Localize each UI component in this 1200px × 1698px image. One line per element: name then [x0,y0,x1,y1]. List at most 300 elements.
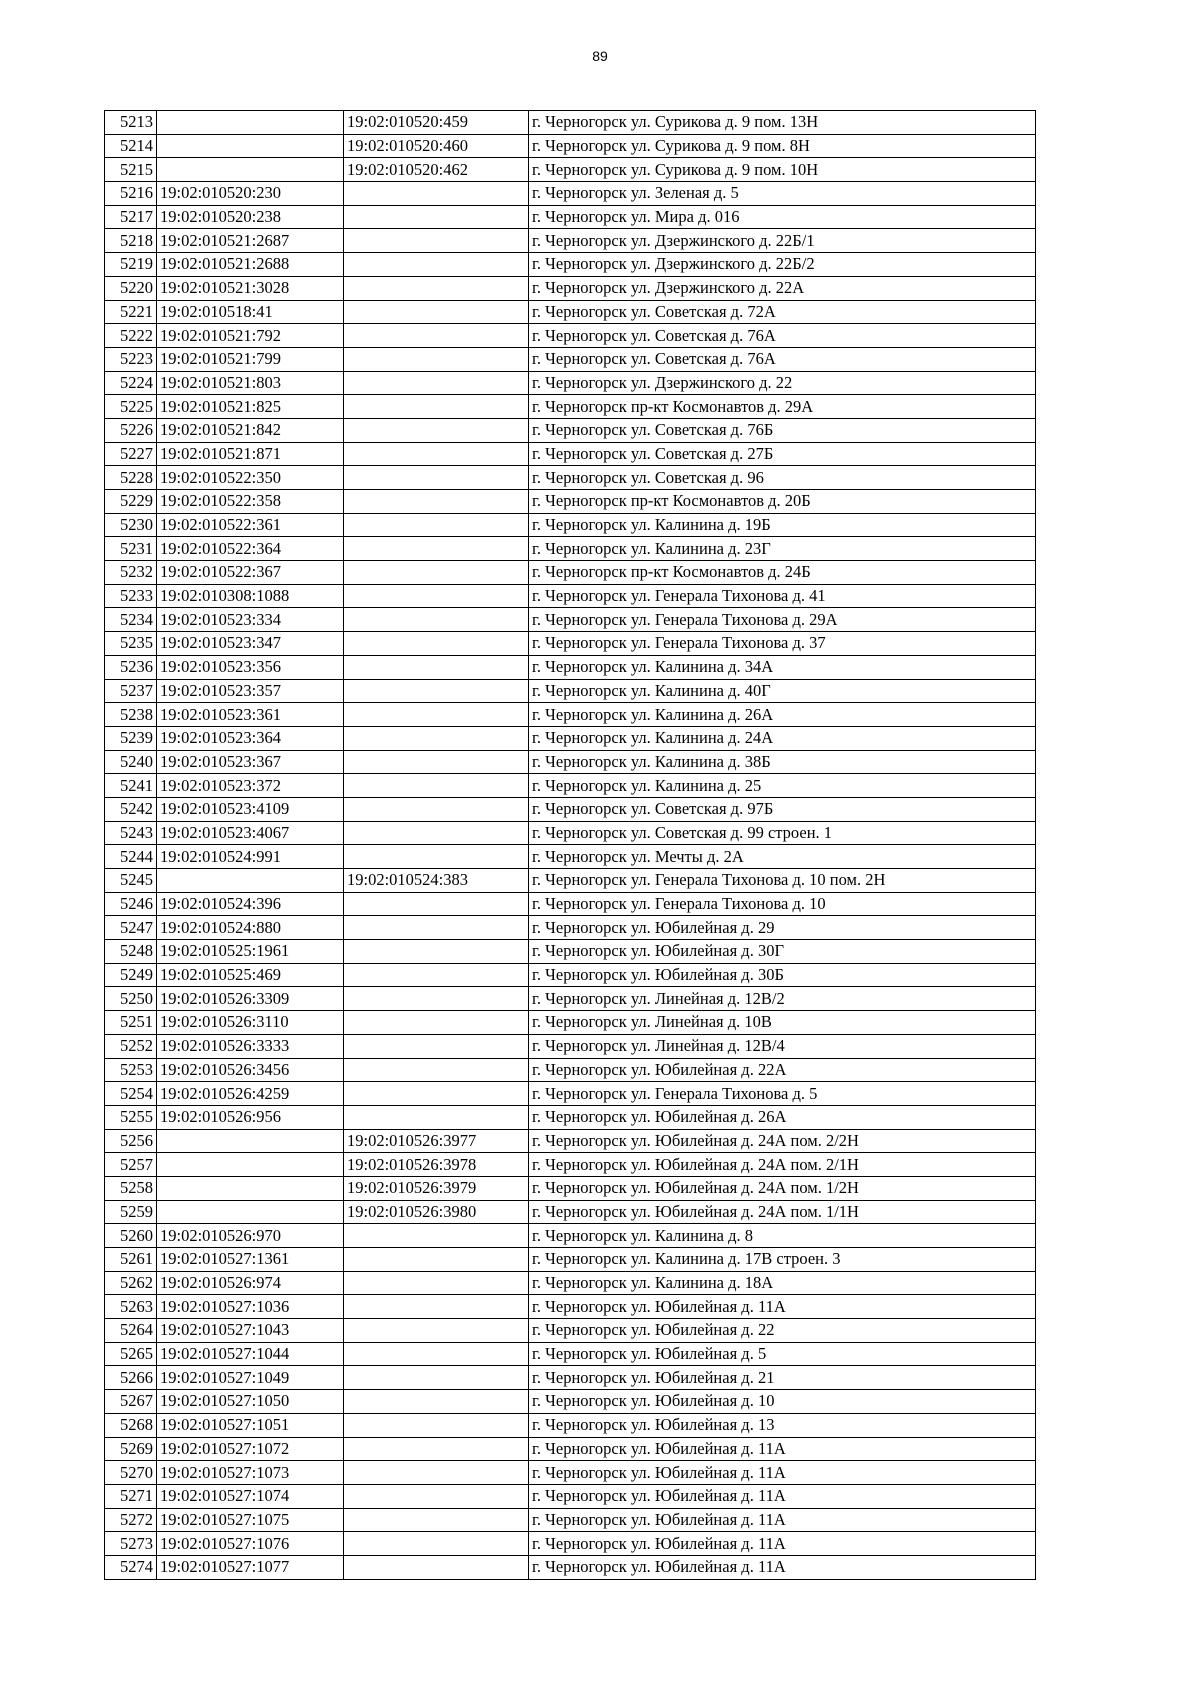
table-row [105,1034,1036,1058]
building-cadastral-cell [344,916,529,940]
building-cadastral-cell [344,1271,529,1295]
table-row [105,418,1036,442]
row-number-cell: 5259 [105,1200,157,1224]
address-cell: г. Черногорск ул. Калинина д. 34А [529,655,1036,679]
row-number-cell: 5245 [105,869,157,893]
row-number-cell: 5229 [105,490,157,514]
building-cadastral-cell [344,963,529,987]
row-number-cell: 5241 [105,774,157,798]
building-cadastral-cell [344,1390,529,1414]
row-number-cell: 5255 [105,1105,157,1129]
building-cadastral-cell: 19:02:010526:3980 [344,1200,529,1224]
address-cell: г. Черногорск ул. Дзержинского д. 22 [529,371,1036,395]
table-row [105,1366,1036,1390]
land-cadastral-cell: 19:02:010523:334 [157,608,344,632]
building-cadastral-cell: 19:02:010520:460 [344,134,529,158]
land-cadastral-cell [157,1153,344,1177]
building-cadastral-cell: 19:02:010526:3977 [344,1129,529,1153]
address-cell: г. Черногорск ул. Советская д. 27Б [529,442,1036,466]
building-cadastral-cell [344,205,529,229]
row-number-cell: 5213 [105,111,157,135]
land-cadastral-cell: 19:02:010527:1076 [157,1532,344,1556]
building-cadastral-cell [344,750,529,774]
row-number-cell: 5235 [105,632,157,656]
row-number-cell: 5236 [105,655,157,679]
land-cadastral-cell: 19:02:010526:3309 [157,987,344,1011]
table-row [105,1342,1036,1366]
building-cadastral-cell: 19:02:010520:459 [344,111,529,135]
table-row [105,513,1036,537]
address-cell: г. Черногорск ул. Юбилейная д. 22 [529,1319,1036,1343]
row-number-cell: 5258 [105,1176,157,1200]
building-cadastral-cell [344,537,529,561]
address-cell: г. Черногорск ул. Юбилейная д. 10 [529,1390,1036,1414]
row-number-cell: 5220 [105,276,157,300]
address-cell: г. Черногорск ул. Юбилейная д. 11А [529,1437,1036,1461]
table-row [105,584,1036,608]
row-number-cell: 5237 [105,679,157,703]
table-row [105,490,1036,514]
address-cell: г. Черногорск пр-кт Космонавтов д. 20Б [529,490,1036,514]
land-cadastral-cell: 19:02:010522:350 [157,466,344,490]
building-cadastral-cell [344,371,529,395]
building-cadastral-cell [344,940,529,964]
land-cadastral-cell: 19:02:010527:1073 [157,1461,344,1485]
row-number-cell: 5267 [105,1390,157,1414]
row-number-cell: 5247 [105,916,157,940]
land-cadastral-cell [157,869,344,893]
table-row [105,1319,1036,1343]
building-cadastral-cell [344,442,529,466]
table-row [105,561,1036,585]
table-row [105,869,1036,893]
land-cadastral-cell: 19:02:010527:1049 [157,1366,344,1390]
table-row [105,963,1036,987]
building-cadastral-cell [344,892,529,916]
land-cadastral-cell [157,111,344,135]
building-cadastral-cell [344,1461,529,1485]
address-cell: г. Черногорск ул. Калинина д. 23Г [529,537,1036,561]
address-cell: г. Черногорск ул. Сурикова д. 9 пом. 8Н [529,134,1036,158]
row-number-cell: 5234 [105,608,157,632]
building-cadastral-cell [344,655,529,679]
building-cadastral-cell [344,821,529,845]
row-number-cell: 5257 [105,1153,157,1177]
land-cadastral-cell: 19:02:010520:238 [157,205,344,229]
land-cadastral-cell: 19:02:010521:3028 [157,276,344,300]
address-cell: г. Черногорск ул. Сурикова д. 9 пом. 13Н [529,111,1036,135]
land-cadastral-cell: 19:02:010526:956 [157,1105,344,1129]
address-cell: г. Черногорск ул. Юбилейная д. 11А [529,1461,1036,1485]
building-cadastral-cell [344,1366,529,1390]
table-row [105,229,1036,253]
land-cadastral-cell: 19:02:010527:1043 [157,1319,344,1343]
row-number-cell: 5251 [105,1011,157,1035]
table-row [105,442,1036,466]
building-cadastral-cell [344,347,529,371]
address-cell: г. Черногорск ул. Генерала Тихонова д. 41 [529,584,1036,608]
land-cadastral-cell: 19:02:010527:1036 [157,1295,344,1319]
table-row [105,726,1036,750]
building-cadastral-cell [344,395,529,419]
address-cell: г. Черногорск ул. Зеленая д. 5 [529,182,1036,206]
table-row [105,892,1036,916]
row-number-cell: 5219 [105,253,157,277]
land-cadastral-cell: 19:02:010526:974 [157,1271,344,1295]
table-row [105,537,1036,561]
land-cadastral-cell: 19:02:010523:356 [157,655,344,679]
table-row [105,1129,1036,1153]
address-cell: г. Черногорск ул. Калинина д. 19Б [529,513,1036,537]
land-cadastral-cell: 19:02:010525:469 [157,963,344,987]
table-row [105,1271,1036,1295]
building-cadastral-cell [344,1082,529,1106]
building-cadastral-cell [344,490,529,514]
address-cell: г. Черногорск ул. Калинина д. 8 [529,1224,1036,1248]
row-number-cell: 5224 [105,371,157,395]
address-cell: г. Черногорск ул. Юбилейная д. 11А [529,1555,1036,1579]
land-cadastral-cell: 19:02:010522:364 [157,537,344,561]
address-cell: г. Черногорск ул. Юбилейная д. 21 [529,1366,1036,1390]
table-row [105,371,1036,395]
table-row [105,1153,1036,1177]
land-cadastral-cell: 19:02:010522:358 [157,490,344,514]
row-number-cell: 5271 [105,1484,157,1508]
building-cadastral-cell [344,229,529,253]
land-cadastral-cell: 19:02:010523:4067 [157,821,344,845]
building-cadastral-cell [344,1413,529,1437]
building-cadastral-cell [344,1319,529,1343]
table-row [105,1200,1036,1224]
address-cell: г. Черногорск пр-кт Космонавтов д. 29А [529,395,1036,419]
address-cell: г. Черногорск ул. Линейная д. 12В/4 [529,1034,1036,1058]
land-cadastral-cell: 19:02:010526:3456 [157,1058,344,1082]
building-cadastral-cell [344,182,529,206]
land-cadastral-cell: 19:02:010522:361 [157,513,344,537]
row-number-cell: 5249 [105,963,157,987]
table-row [105,797,1036,821]
row-number-cell: 5264 [105,1319,157,1343]
land-cadastral-cell: 19:02:010523:367 [157,750,344,774]
building-cadastral-cell [344,774,529,798]
land-cadastral-cell: 19:02:010527:1044 [157,1342,344,1366]
land-cadastral-cell: 19:02:010527:1077 [157,1555,344,1579]
land-cadastral-cell: 19:02:010523:361 [157,703,344,727]
table-row [105,1105,1036,1129]
building-cadastral-cell [344,418,529,442]
land-cadastral-cell: 19:02:010526:4259 [157,1082,344,1106]
address-cell: г. Черногорск ул. Юбилейная д. 13 [529,1413,1036,1437]
address-cell: г. Черногорск ул. Юбилейная д. 30Г [529,940,1036,964]
table-row [105,205,1036,229]
land-cadastral-cell: 19:02:010523:4109 [157,797,344,821]
building-cadastral-cell [344,1437,529,1461]
table-row [105,1532,1036,1556]
land-cadastral-cell: 19:02:010523:372 [157,774,344,798]
building-cadastral-cell [344,608,529,632]
row-number-cell: 5273 [105,1532,157,1556]
address-cell: г. Черногорск ул. Советская д. 99 строен. 1 [529,821,1036,845]
row-number-cell: 5260 [105,1224,157,1248]
address-cell: г. Черногорск ул. Линейная д. 10В [529,1011,1036,1035]
table-row [105,1248,1036,1272]
address-cell: г. Черногорск ул. Юбилейная д. 24А пом. 2/1Н [529,1153,1036,1177]
row-number-cell: 5261 [105,1248,157,1272]
building-cadastral-cell [344,632,529,656]
table-row [105,1390,1036,1414]
address-cell: г. Черногорск ул. Советская д. 76А [529,347,1036,371]
land-cadastral-cell: 19:02:010521:871 [157,442,344,466]
table-row [105,703,1036,727]
address-cell: г. Черногорск ул. Советская д. 76Б [529,418,1036,442]
row-number-cell: 5246 [105,892,157,916]
address-cell: г. Черногорск ул. Юбилейная д. 22А [529,1058,1036,1082]
address-cell: г. Черногорск ул. Юбилейная д. 24А пом. 1/2Н [529,1176,1036,1200]
address-cell: г. Черногорск ул. Юбилейная д. 24А пом. 1/1Н [529,1200,1036,1224]
building-cadastral-cell: 19:02:010520:462 [344,158,529,182]
table-row [105,1011,1036,1035]
address-cell: г. Черногорск ул. Юбилейная д. 11А [529,1295,1036,1319]
table-row [105,1437,1036,1461]
row-number-cell: 5222 [105,324,157,348]
building-cadastral-cell [344,300,529,324]
land-cadastral-cell: 19:02:010308:1088 [157,584,344,608]
address-cell: г. Черногорск ул. Советская д. 96 [529,466,1036,490]
land-cadastral-cell: 19:02:010521:2688 [157,253,344,277]
building-cadastral-cell [344,253,529,277]
land-cadastral-cell: 19:02:010527:1072 [157,1437,344,1461]
row-number-cell: 5228 [105,466,157,490]
address-cell: г. Черногорск ул. Калинина д. 40Г [529,679,1036,703]
row-number-cell: 5262 [105,1271,157,1295]
address-cell: г. Черногорск ул. Юбилейная д. 29 [529,916,1036,940]
table-row [105,608,1036,632]
table-row [105,632,1036,656]
table-row [105,466,1036,490]
land-cadastral-cell: 19:02:010526:3110 [157,1011,344,1035]
address-cell: г. Черногорск ул. Мечты д. 2А [529,845,1036,869]
land-cadastral-cell: 19:02:010521:803 [157,371,344,395]
address-cell: г. Черногорск ул. Юбилейная д. 5 [529,1342,1036,1366]
row-number-cell: 5268 [105,1413,157,1437]
land-cadastral-cell: 19:02:010521:842 [157,418,344,442]
table-row [105,916,1036,940]
table-row [105,111,1036,135]
row-number-cell: 5238 [105,703,157,727]
land-cadastral-cell [157,134,344,158]
building-cadastral-cell [344,679,529,703]
row-number-cell: 5243 [105,821,157,845]
row-number-cell: 5214 [105,134,157,158]
table-row [105,1176,1036,1200]
address-cell: г. Черногорск ул. Дзержинского д. 22Б/2 [529,253,1036,277]
address-cell: г. Черногорск ул. Калинина д. 25 [529,774,1036,798]
row-number-cell: 5233 [105,584,157,608]
table-row [105,1295,1036,1319]
table-row [105,1058,1036,1082]
building-cadastral-cell [344,1105,529,1129]
address-cell: г. Черногорск ул. Юбилейная д. 11А [529,1484,1036,1508]
row-number-cell: 5269 [105,1437,157,1461]
table-row [105,821,1036,845]
row-number-cell: 5263 [105,1295,157,1319]
building-cadastral-cell [344,1011,529,1035]
address-cell: г. Черногорск ул. Генерала Тихонова д. 10 пом. 2Н [529,869,1036,893]
row-number-cell: 5227 [105,442,157,466]
building-cadastral-cell [344,561,529,585]
address-cell: г. Черногорск ул. Юбилейная д. 30Б [529,963,1036,987]
land-cadastral-cell: 19:02:010526:3333 [157,1034,344,1058]
row-number-cell: 5216 [105,182,157,206]
table-row [105,1082,1036,1106]
address-cell: г. Черногорск ул. Юбилейная д. 26А [529,1105,1036,1129]
address-cell: г. Черногорск ул. Дзержинского д. 22Б/1 [529,229,1036,253]
building-cadastral-cell [344,1034,529,1058]
address-cell: г. Черногорск ул. Сурикова д. 9 пом. 10Н [529,158,1036,182]
land-cadastral-cell: 19:02:010525:1961 [157,940,344,964]
row-number-cell: 5223 [105,347,157,371]
table-row [105,940,1036,964]
address-cell: г. Черногорск ул. Дзержинского д. 22А [529,276,1036,300]
land-cadastral-cell [157,158,344,182]
building-cadastral-cell [344,845,529,869]
table-row [105,395,1036,419]
address-cell: г. Черногорск ул. Юбилейная д. 11А [529,1508,1036,1532]
building-cadastral-cell [344,1484,529,1508]
land-cadastral-cell [157,1129,344,1153]
row-number-cell: 5239 [105,726,157,750]
row-number-cell: 5266 [105,1366,157,1390]
land-cadastral-cell: 19:02:010523:364 [157,726,344,750]
table-row [105,1413,1036,1437]
land-cadastral-cell: 19:02:010524:991 [157,845,344,869]
address-cell: г. Черногорск ул. Калинина д. 24А [529,726,1036,750]
address-cell: г. Черногорск ул. Генерала Тихонова д. 37 [529,632,1036,656]
building-cadastral-cell: 19:02:010526:3978 [344,1153,529,1177]
row-number-cell: 5240 [105,750,157,774]
land-cadastral-cell: 19:02:010527:1051 [157,1413,344,1437]
address-cell: г. Черногорск ул. Линейная д. 12В/2 [529,987,1036,1011]
table-row [105,158,1036,182]
table-row [105,1461,1036,1485]
row-number-cell: 5274 [105,1555,157,1579]
table-row [105,276,1036,300]
row-number-cell: 5248 [105,940,157,964]
row-number-cell: 5221 [105,300,157,324]
land-cadastral-cell: 19:02:010523:347 [157,632,344,656]
row-number-cell: 5244 [105,845,157,869]
registry-table-body [105,111,1036,1580]
address-cell: г. Черногорск ул. Калинина д. 18А [529,1271,1036,1295]
address-cell: г. Черногорск ул. Юбилейная д. 24А пом. 2/2Н [529,1129,1036,1153]
building-cadastral-cell [344,987,529,1011]
table-row [105,679,1036,703]
land-cadastral-cell: 19:02:010521:825 [157,395,344,419]
row-number-cell: 5272 [105,1508,157,1532]
page-number: 89 [592,48,608,64]
table-row [105,134,1036,158]
building-cadastral-cell [344,1342,529,1366]
building-cadastral-cell [344,1224,529,1248]
row-number-cell: 5226 [105,418,157,442]
building-cadastral-cell [344,1508,529,1532]
building-cadastral-cell [344,797,529,821]
row-number-cell: 5230 [105,513,157,537]
table-row [105,1224,1036,1248]
land-cadastral-cell: 19:02:010526:970 [157,1224,344,1248]
row-number-cell: 5218 [105,229,157,253]
land-cadastral-cell: 19:02:010520:230 [157,182,344,206]
building-cadastral-cell [344,1532,529,1556]
land-cadastral-cell [157,1200,344,1224]
row-number-cell: 5215 [105,158,157,182]
table-row [105,1484,1036,1508]
land-cadastral-cell: 19:02:010521:792 [157,324,344,348]
row-number-cell: 5265 [105,1342,157,1366]
row-number-cell: 5232 [105,561,157,585]
land-cadastral-cell: 19:02:010527:1074 [157,1484,344,1508]
building-cadastral-cell [344,1058,529,1082]
row-number-cell: 5252 [105,1034,157,1058]
table-row [105,987,1036,1011]
table-row [105,182,1036,206]
building-cadastral-cell [344,1555,529,1579]
land-cadastral-cell: 19:02:010523:357 [157,679,344,703]
building-cadastral-cell [344,726,529,750]
row-number-cell: 5253 [105,1058,157,1082]
address-cell: г. Черногорск ул. Советская д. 72А [529,300,1036,324]
row-number-cell: 5231 [105,537,157,561]
table-row [105,1555,1036,1579]
building-cadastral-cell [344,466,529,490]
building-cadastral-cell [344,513,529,537]
table-row [105,253,1036,277]
land-cadastral-cell: 19:02:010521:2687 [157,229,344,253]
address-cell: г. Черногорск ул. Генерала Тихонова д. 10 [529,892,1036,916]
building-cadastral-cell [344,584,529,608]
table-row [105,750,1036,774]
address-cell: г. Черногорск ул. Генерала Тихонова д. 29А [529,608,1036,632]
building-cadastral-cell [344,703,529,727]
row-number-cell: 5242 [105,797,157,821]
table-row [105,1508,1036,1532]
address-cell: г. Черногорск ул. Калинина д. 38Б [529,750,1036,774]
table-row [105,845,1036,869]
row-number-cell: 5225 [105,395,157,419]
row-number-cell: 5270 [105,1461,157,1485]
land-cadastral-cell: 19:02:010524:880 [157,916,344,940]
land-cadastral-cell: 19:02:010527:1361 [157,1248,344,1272]
address-cell: г. Черногорск ул. Юбилейная д. 11А [529,1532,1036,1556]
building-cadastral-cell [344,276,529,300]
building-cadastral-cell: 19:02:010524:383 [344,869,529,893]
address-cell: г. Черногорск пр-кт Космонавтов д. 24Б [529,561,1036,585]
row-number-cell: 5217 [105,205,157,229]
land-cadastral-cell [157,1176,344,1200]
registry-table [104,110,1036,1580]
land-cadastral-cell: 19:02:010521:799 [157,347,344,371]
address-cell: г. Черногорск ул. Калинина д. 26А [529,703,1036,727]
building-cadastral-cell [344,324,529,348]
table-row [105,655,1036,679]
address-cell: г. Черногорск ул. Генерала Тихонова д. 5 [529,1082,1036,1106]
building-cadastral-cell: 19:02:010526:3979 [344,1176,529,1200]
table-row [105,300,1036,324]
land-cadastral-cell: 19:02:010518:41 [157,300,344,324]
table-row [105,324,1036,348]
row-number-cell: 5256 [105,1129,157,1153]
land-cadastral-cell: 19:02:010527:1075 [157,1508,344,1532]
